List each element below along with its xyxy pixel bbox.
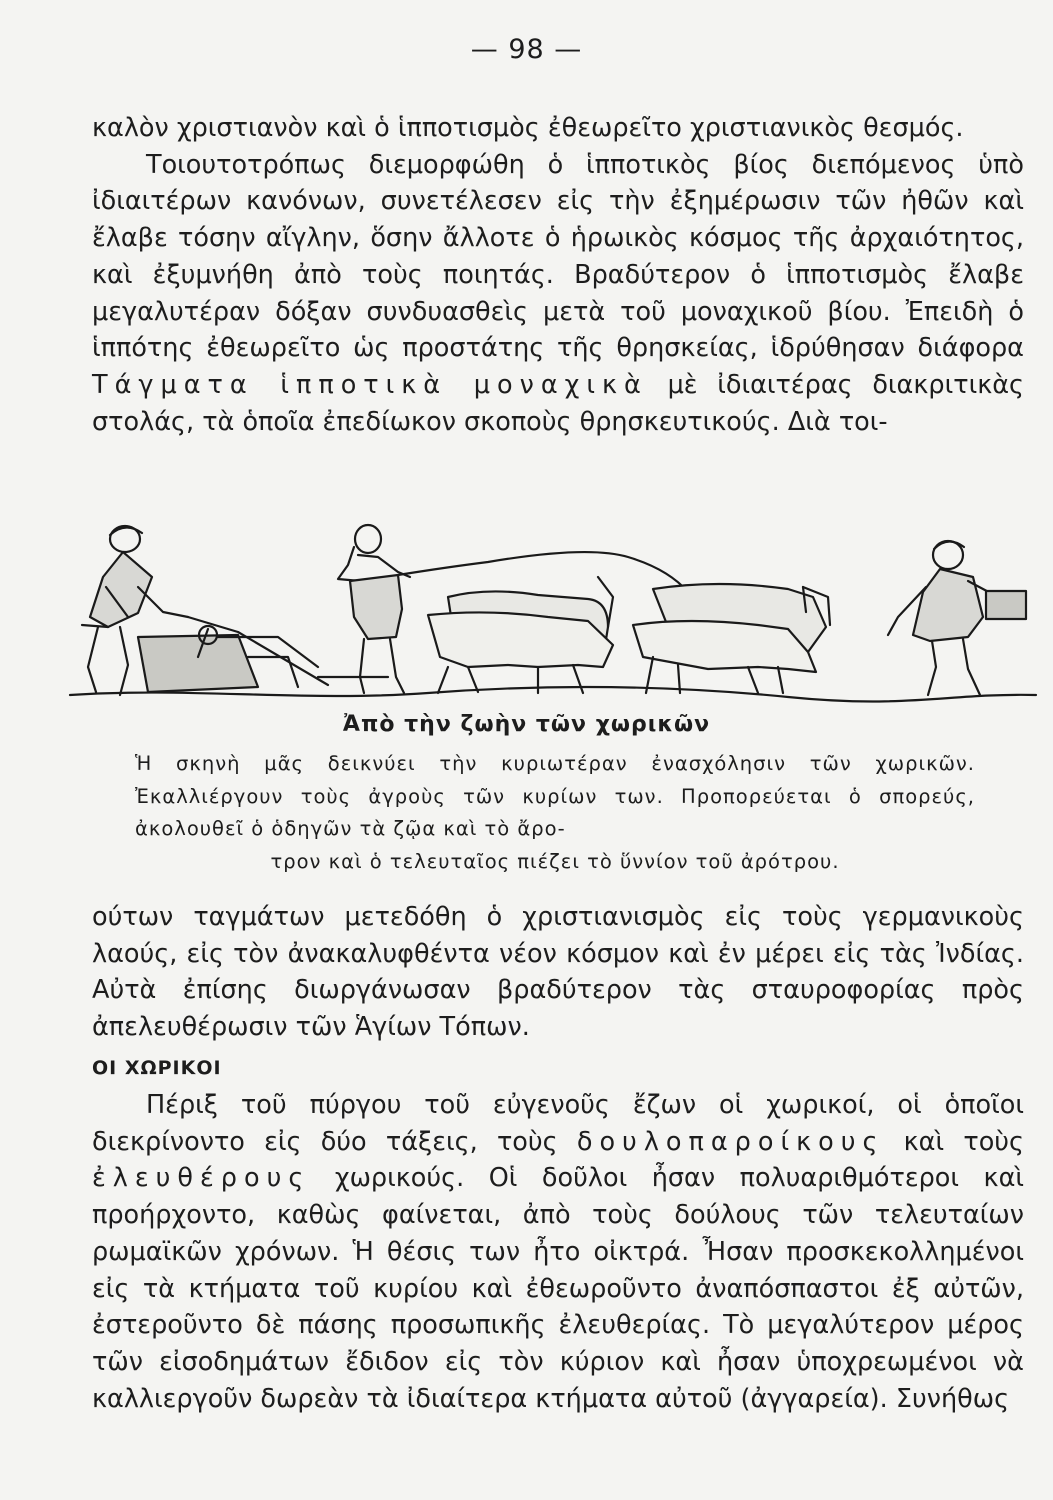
sower-figure [888, 541, 1026, 695]
spaced-emphasis: Τάγματα ἱπποτικὰ μοναχικὰ [92, 369, 648, 400]
plough [138, 617, 388, 692]
paragraph-text: Πέριξ τοῦ πύργου τοῦ εὐγενοῦς ἔζων οἱ χωρικοί, οἱ ὁποῖοι διεκρίνοντο εἰς δύο τάξεις, τοὺς [92, 1090, 1024, 1157]
paragraph-text: καὶ τοὺς [903, 1126, 1025, 1157]
paragraph: ούτων ταγμάτων μετεδόθη ὁ χριστιανισμὸς εἰς τοὺς γερμανικοὺς λαούς, εἰς τὸν ἀνακαλυφθέντα νέον κόσμον καὶ ἐν μέρει εἰς τὰς Ἰνδίας. Αὐτὰ ἐπίσης διωργάνωσαν βραδύτερον τὰς σταυροφορίας πρὸς ἀπελευθέρωσιν τῶν Ἁγίων Τόπων. [92, 902, 1024, 1043]
figure-caption-title: Ἀπὸ τὴν ζωὴν τῶν χωρικῶν [342, 712, 711, 737]
caption-text: Ἡ σκηνὴ μᾶς δεικνύει τὴν κυριωτέραν ἐνασχόλησιν τῶν χωρικῶν. Ἐκαλλιέργουν τοὺς ἀγροὺς τῶν κυρίων των. Προπορεύεται ὁ σπορεύς, ἀκολουθεῖ ὁ ὁδηγῶν τὰ ζῷα καὶ τὸ ἄρο- [135, 752, 975, 840]
page-number: — 98 — [470, 34, 583, 65]
spaced-emphasis: ἐλευθέρους [92, 1163, 311, 1194]
figure-caption [135, 748, 975, 878]
text-block-top [92, 110, 1024, 440]
paragraph-text: μὲ ἰδιαιτέρας διακριτικὰς στολάς, τὰ ὁποῖα ἐπεδίωκον σκοποὺς θρησκευτικούς. Διὰ τοι- [92, 369, 1024, 437]
paragraph-text: Τοιουτοτρόπως διεμορφώθη ὁ ἱπποτικὸς βίος διεπόμενος ὑπὸ ἰδιαιτέρων κανόνων, συνετέλεσεν εἰς τὴν ἐξημέρωσιν τῶν ἠθῶν καὶ ἔλαβε τόσην αἴγλην, ὅσην ἄλλοτε ὁ ἡρωικὸς κόσμος τῆς ἀρχαιότητος, καὶ ἐξυμνήθη ἀπὸ τοὺς ποιητάς. Βραδύτερον ὁ ἱπποτισμὸς ἔλαβε μεγαλυτέραν δόξαν συνδυασθεὶς μετὰ τοῦ μοναχικοῦ βίου. Ἐπειδὴ ὁ ἱππότης ἐθεωρεῖτο ὡς προστάτης τῆς θρησκείας, ἱδρύθησαν διάφορα [92, 149, 1024, 364]
paragraph [92, 1087, 1024, 1417]
paragraph-text: χωρικούς. Οἱ δοῦλοι ἦσαν πολυαριθμότεροι καὶ προήρχοντο, καθὼς φαίνεται, ἀπὸ τοὺς δούλους τῶν τελευταίων ρωμαϊκῶν χρόνων. Ἡ θέσις των ἦτο οἰκτρά. Ἦσαν προσκεκολλημένοι εἰς τὰ κτήματα τοῦ κυρίου καὶ ἐθεωροῦντο ἀναπόσπαστοι ἐξ αὐτῶν, ἐστεροῦντο δὲ πάσης προσωπικῆς ἐλευθερίας. Τὸ μεγαλύτερον μέρος τῶν εἰσοδημάτων ἔδιδον εἰς τὸν κύριον καὶ ἦσαν ὑποχρεωμένοι νὰ καλλιεργοῦν δωρεὰν τὰ ἰδιαίτερα κτήματα αὐτοῦ (ἀγγαρεία). Συνήθως [92, 1163, 1025, 1414]
spaced-emphasis: δουλοπαροίκους [576, 1126, 885, 1157]
paragraph: καλὸν χριστιανὸν καὶ ὁ ἱπποτισμὸς ἐθεωρεῖτο χριστιανικὸς θεσμός. [92, 113, 964, 143]
caption-text: τρον καὶ ὁ τελευταῖος πιέζει τὸ ὕννίον τοῦ ἀρότρου. [270, 849, 840, 873]
text-block-middle [92, 899, 1024, 1046]
illustration-peasants-ploughing [68, 517, 1038, 712]
section-heading: ΟΙ ΧΩΡΙΚΟΙ [92, 1057, 222, 1079]
paragraph [92, 147, 1024, 441]
text-block-bottom [92, 1087, 1024, 1417]
